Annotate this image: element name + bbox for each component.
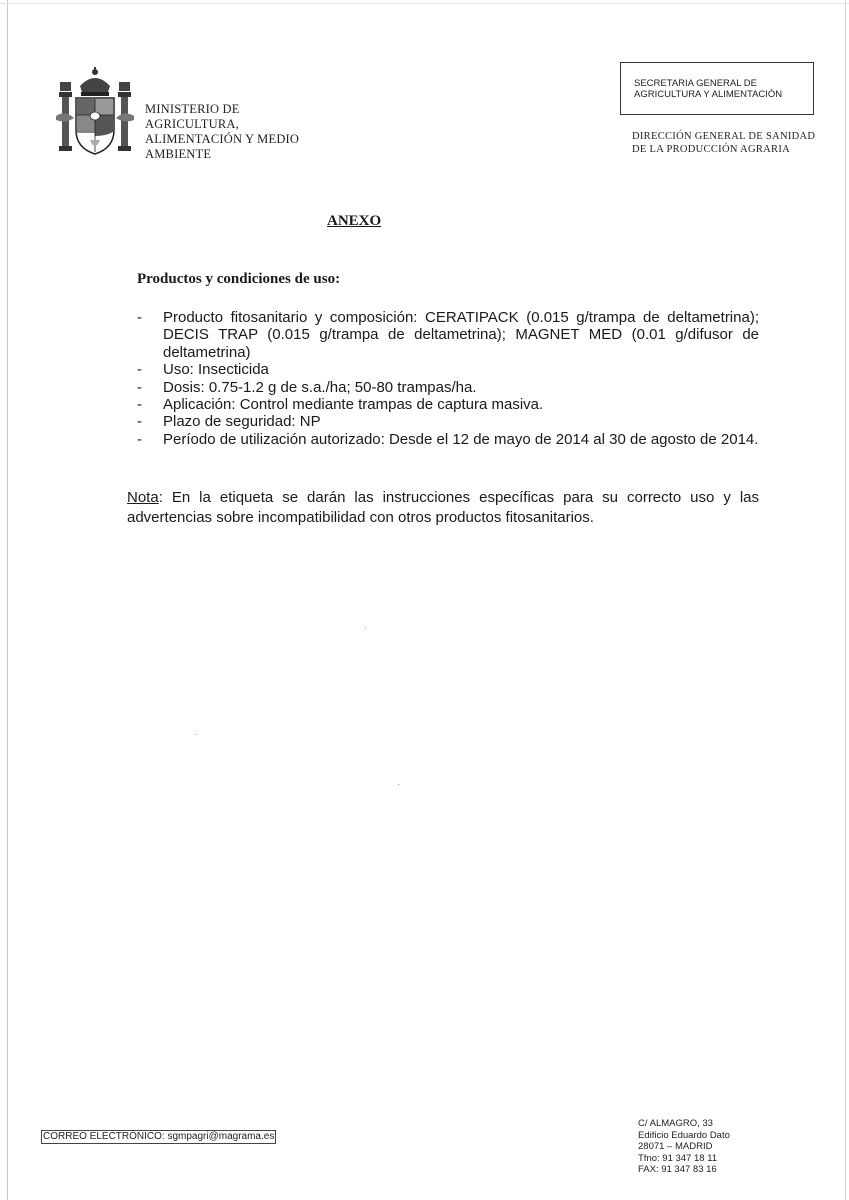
page-title: ANEXO: [327, 213, 382, 229]
email-contact: CORREO ELECTRÓNICO: sgmpagri@magrama.es: [43, 1131, 275, 1142]
list-item-text: Período de utilización autorizado: Desde el 12 de mayo de 2014 al 30 de agosto de 2014.: [163, 430, 759, 448]
note-paragraph: [127, 488, 759, 528]
section-subtitle: Productos y condiciones de uso:: [137, 271, 341, 287]
bullet-dash: -: [137, 430, 142, 448]
list-item: [137, 379, 759, 396]
address-line: 28071 – MADRID: [638, 1141, 713, 1152]
bullet-dash: -: [137, 309, 142, 326]
secretaria-line: AGRICULTURA Y ALIMENTACIÓN: [634, 89, 783, 100]
address-line: Edificio Eduardo Dato: [638, 1129, 730, 1141]
direccion-line: DE LA PRODUCCIÓN AGRARIA: [632, 144, 791, 155]
postal-address: [638, 1118, 730, 1176]
bullet-dash: -: [137, 378, 142, 396]
note-text: : En la etiqueta se darán las instrucciones específicas para su correcto uso y las advertencias sobre incompatibilidad con otros productos fitosanitarios.: [127, 489, 759, 526]
list-item: [137, 361, 759, 378]
list-item: [137, 396, 759, 413]
address-line: C/ ALMAGRO, 33: [638, 1118, 713, 1129]
secretaria-line: SECRETARIA GENERAL DE: [634, 78, 758, 89]
list-item-text: Producto fitosanitario y composición: CERATIPACK (0.015 g/trampa de deltametrina); DECIS TRAP (0.015 g/trampa de deltametrina); MAGNET MED (0.01 g/difusor de deltametrina): [163, 309, 759, 361]
list-item-text: Dosis: 0.75-1.2 g de s.a./ha; 50-80 trampas/ha.: [163, 378, 477, 396]
direccion-general: [632, 130, 815, 156]
address-line: FAX: 91 347 83 16: [638, 1164, 717, 1175]
bullet-dash: -: [137, 396, 142, 414]
ministry-line: AMBIENTE: [145, 147, 212, 161]
list-item: [137, 309, 759, 361]
page-edge: [845, 0, 846, 1200]
scan-speck: [196, 734, 197, 735]
list-item: [137, 413, 759, 430]
scan-speck: [365, 627, 366, 628]
direccion-line: DIRECCIÓN GENERAL DE SANIDAD: [632, 131, 816, 142]
note-label: Nota: [127, 489, 159, 506]
page-edge: [7, 0, 8, 1200]
scan-speck: [398, 784, 399, 785]
bullet-dash: -: [137, 413, 142, 431]
scan-artifact: [0, 3, 849, 4]
secretaria-box: [620, 62, 814, 115]
list-item-text: Plazo de seguridad: NP: [163, 413, 321, 431]
ministry-line: MINISTERIO DE: [145, 102, 240, 116]
ministry-name: [145, 102, 299, 162]
list-item: [137, 431, 759, 448]
bullet-dash: -: [137, 361, 142, 379]
conditions-list: [137, 309, 759, 448]
ministry-line: ALIMENTACIÓN Y MEDIO: [145, 132, 300, 146]
list-item-text: Aplicación: Control mediante trampas de captura masiva.: [163, 396, 544, 414]
list-item-text: Uso: Insecticida: [163, 361, 269, 379]
address-line: Tfno: 91 347 18 11: [638, 1152, 718, 1164]
ministry-line: AGRICULTURA,: [145, 117, 239, 131]
spanish-coat-of-arms-icon: [50, 66, 140, 160]
